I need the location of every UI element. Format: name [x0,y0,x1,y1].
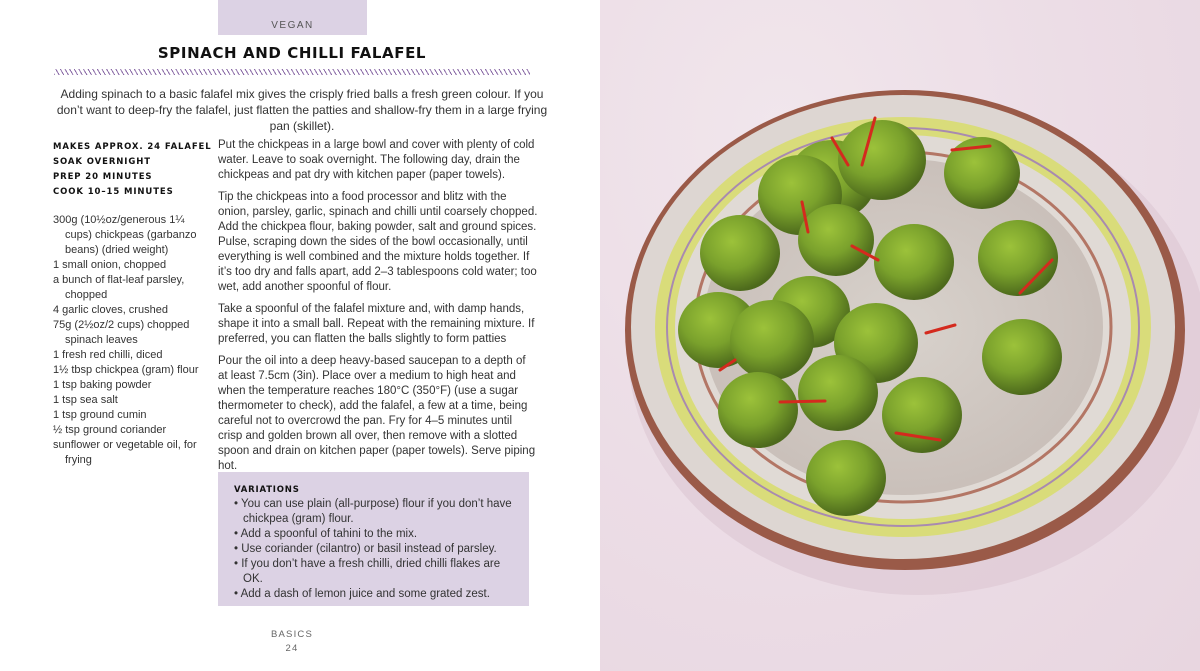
variation-item: • Use coriander (cilantro) or basil instead of parsley. [234,543,497,555]
method-step: Tip the chickpeas into a food processor and blitz with the onion, parsley, garlic, spinach and chilli until coarsely chopped. Add the chickpea flour, baking powder, salt and ground spices. Pulse, scraping down the sides of the bowl occasionally, until everything is well combined and the mixture holds together. If it’s too dry and falls apart, add 2–3 tablespoons cold water; too wet, add another spoonful of flour. [218,191,538,293]
photo-page [600,0,1200,671]
yield-label: MAKES APPROX. 24 FALAFEL [53,142,212,152]
ingredient-item: 1 small onion, chopped [53,259,167,271]
ingredient-item: 1 fresh red chilli, diced [53,349,163,361]
variation-item: • Add a dash of lemon juice and some grated zest. [234,588,490,600]
method-step: Put the chickpeas in a large bowl and cover with plenty of cold water. Leave to soak overnight. The following day, drain the chickpeas and pat dry with kitchen paper (paper towels). [218,139,535,181]
prep-time: PREP 20 MINUTES [53,172,153,182]
section-name: BASICS [270,629,314,640]
variation-item: • Add a spoonful of tahini to the mix. [234,528,418,540]
category-tag-label: VEGAN [271,20,314,31]
ingredient-item: 1 tsp sea salt [53,394,118,406]
ingredient-item: a bunch of flat-leaf parsley, chopped [53,274,185,301]
recipe-title: SPINACH AND CHILLI FALAFEL [157,44,427,62]
recipe-intro: Adding spinach to a basic falafel mix gives the crisply fried balls a fresh green colour. If you don’t want to deep-fry the falafel, just flatten the patties and shallow-fry them in a large frying pan (skillet). [56,87,548,133]
ingredient-item: 300g (10½oz/generous 1¼ cups) chickpeas (garbanzo beans) (dried weight) [53,214,197,256]
method-steps [218,138,538,481]
ingredient-item: 1 tsp ground cumin [53,409,147,421]
method-step: Pour the oil into a deep heavy-based saucepan to a depth of at least 7.5cm (3in). Place over a medium to high heat and when the temperature reaches 180°C (350°F) (use a sugar thermometer to check), add the falafel, a few at a time, being careful not to overcrowd the pan. Fry for 4–5 minutes until crisp and golden brown all over, then remove with a slotted spoon and drain on kitchen paper (paper towels). Serve piping hot. [218,355,536,472]
method-step: Take a spoonful of the falafel mixture and, with damp hands, shape it into a small ball. Repeat with the remaining mixture. If preferred, you can flatten the balls slightly to form patties [218,303,535,345]
ingredients-list [53,213,213,468]
ingredient-item: 4 garlic cloves, crushed [53,304,168,316]
variation-item: • If you don’t have a fresh chilli, dried chilli flakes are OK. [234,558,501,585]
variations-heading: VARIATIONS [234,485,300,495]
variation-item: • You can use plain (all-purpose) flour if you don’t have chickpea (gram) flour. [234,498,512,525]
ingredient-item: 1 tsp baking powder [53,379,152,391]
page-number: 24 [285,643,299,654]
variations-box [218,472,529,606]
ingredient-item: ½ tsp ground coriander [53,424,167,436]
category-tag [218,0,367,35]
falafel-bowl-photo [600,0,1200,671]
ingredient-item: sunflower or vegetable oil, for frying [53,439,197,466]
ingredient-item: 75g (2½oz/2 cups) chopped spinach leaves [53,319,190,346]
soak-time: SOAK OVERNIGHT [53,157,151,167]
cook-time: COOK 10–15 MINUTES [53,187,174,197]
hatched-divider [54,69,530,75]
ingredient-item: 1½ tbsp chickpea (gram) flour [53,364,199,376]
page-footer [240,628,344,656]
recipe-meta [53,140,212,200]
